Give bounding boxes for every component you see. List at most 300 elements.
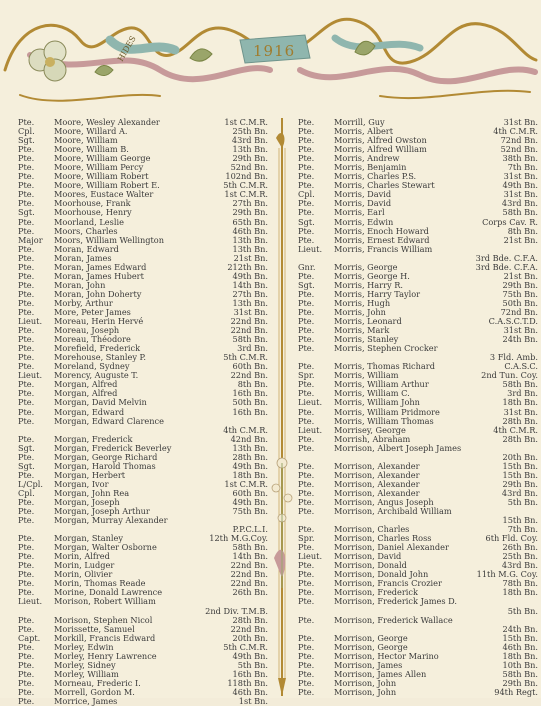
soldier-name: Moran, James Edward xyxy=(54,261,147,272)
unit: 22nd Bn. xyxy=(230,370,268,381)
rank: Pte. xyxy=(18,225,35,236)
unit: 118th Bn. xyxy=(227,677,268,688)
rank: Pte. xyxy=(298,288,315,299)
rank: Pte. xyxy=(298,641,315,652)
rank: Pte. xyxy=(298,379,315,390)
unit: 21st Bn. xyxy=(503,270,538,281)
rank: Pte. xyxy=(18,162,35,173)
rank: Pte. xyxy=(18,659,35,670)
soldier-name: Moore, William George xyxy=(54,153,151,164)
unit: 43rd Bn. xyxy=(231,135,268,146)
unit: 5th Bn. xyxy=(507,496,538,507)
rank: Pte. xyxy=(18,180,35,191)
soldier-name: Morris, William Pridmore xyxy=(334,406,440,417)
unit: 12th M.G.Coy. xyxy=(209,533,268,544)
soldier-name: Morine, Donald Lawrence xyxy=(54,587,163,598)
rank: Pte. xyxy=(18,279,35,290)
roll-entry xyxy=(18,516,268,525)
rank: Pte. xyxy=(18,306,35,317)
soldier-name: Morris, Stanley xyxy=(334,334,399,345)
unit: 3 Fld. Amb. xyxy=(489,352,538,363)
rank: Pte. xyxy=(18,677,35,688)
unit: 43rd Bn. xyxy=(501,198,538,209)
unit: 11th M.G. Coy. xyxy=(476,569,538,580)
rank: Pte. xyxy=(18,415,35,426)
unit: C.A.S.C. xyxy=(504,361,538,372)
soldier-name: Morrison, James xyxy=(334,659,403,670)
unit: 18th Bn. xyxy=(502,650,538,661)
unit: 13th Bn. xyxy=(232,234,268,245)
soldier-name: Morgan, Alfred xyxy=(54,388,118,399)
rank: Lieut. xyxy=(298,397,323,408)
rank: Pte. xyxy=(18,352,35,363)
soldier-name: Morrice, James xyxy=(54,696,118,706)
rank: Pte. xyxy=(298,162,315,173)
rank: Pte. xyxy=(298,578,315,589)
soldier-name: Morris, Hugh xyxy=(334,297,391,308)
rank: Pte. xyxy=(298,506,315,517)
unit: 25th Bn. xyxy=(232,126,268,137)
rank: Sgt. xyxy=(18,135,35,146)
soldier-name: Morris, William xyxy=(334,370,399,381)
unit: 15th Bn. xyxy=(502,515,538,526)
soldier-name: Morrison, John xyxy=(334,677,397,688)
unit: 4th C.M.R. xyxy=(223,424,268,435)
unit: 1st C.M.R. xyxy=(224,189,268,200)
rank: Pte. xyxy=(298,325,315,336)
soldier-name: Morrison, George xyxy=(334,641,408,652)
rank: Pte. xyxy=(18,406,35,417)
unit: 13th Bn. xyxy=(232,243,268,254)
soldier-name: Morris, William Thomas xyxy=(334,415,434,426)
decorative-header-banner xyxy=(0,0,541,118)
rank: Pte. xyxy=(18,198,35,209)
roll-entry xyxy=(298,507,538,516)
rank: Pte. xyxy=(18,252,35,263)
soldier-name: Morris, Stephen Crocker xyxy=(334,343,438,354)
rank: Lieut. xyxy=(298,243,323,254)
soldier-name: Moors, William Wellington xyxy=(54,234,165,245)
soldier-name: Morrison, Donald xyxy=(334,560,407,571)
rank: Pte. xyxy=(18,288,35,299)
unit: 22nd Bn. xyxy=(230,560,268,571)
rank: Sgt. xyxy=(298,279,315,290)
rank: Pte. xyxy=(18,216,35,227)
rank: Pte. xyxy=(18,297,35,308)
unit: 58th Bn. xyxy=(502,379,538,390)
soldier-name: Morrison, Daniel Alexander xyxy=(334,542,449,553)
soldier-name: Moore, William Robert xyxy=(54,171,149,182)
soldier-name: Morley, William xyxy=(54,668,119,679)
soldier-name: Morris, George xyxy=(334,261,398,272)
unit: 28th Bn. xyxy=(232,451,268,462)
unit: 5th Bn. xyxy=(507,605,538,616)
soldier-name: Morrison, John xyxy=(334,686,397,697)
unit: 16th Bn. xyxy=(232,406,268,417)
unit: 75th Bn. xyxy=(502,288,538,299)
flower-spray-icon xyxy=(272,458,292,588)
soldier-name: Morris, Francis William xyxy=(334,243,433,254)
unit: 7th Bn. xyxy=(507,162,538,173)
soldier-name: Moreland, Sydney xyxy=(54,361,130,372)
rank: Spr. xyxy=(298,370,315,381)
unit: 24th Bn. xyxy=(502,334,538,345)
soldier-name: Morris, Leonard xyxy=(334,316,402,327)
unit: 21st Bn. xyxy=(503,234,538,245)
unit: 5th C.M.R. xyxy=(223,180,268,191)
soldier-name: Morgan, Ivor xyxy=(54,478,109,489)
unit: 15th Bn. xyxy=(502,469,538,480)
soldier-name: Morison, Robert William xyxy=(54,596,156,607)
rank: Sgt. xyxy=(18,442,35,453)
rank: Pte. xyxy=(18,469,35,480)
unit: 75th Bn. xyxy=(232,506,268,517)
soldier-name: Moran, James Hubert xyxy=(54,270,144,281)
rank: Pte. xyxy=(18,569,35,580)
rank: Pte. xyxy=(298,297,315,308)
rank: Pte. xyxy=(18,144,35,155)
soldier-name: Morris, William C. xyxy=(334,388,410,399)
unit: 58th Bn. xyxy=(232,542,268,553)
rank: Pte. xyxy=(298,334,315,345)
rank: Pte. xyxy=(298,270,315,281)
unit: 52nd Bn. xyxy=(230,162,268,173)
rank: Pte. xyxy=(298,234,315,245)
roll-entry xyxy=(298,597,538,606)
rank: Pte. xyxy=(18,542,35,553)
rank: Pte. xyxy=(298,596,315,607)
rank: Pte. xyxy=(18,433,35,444)
soldier-name: Morris, Charles P.S. xyxy=(334,171,417,182)
unit: 15th Bn. xyxy=(502,460,538,471)
soldier-name: Moran, James xyxy=(54,252,112,263)
soldier-name: Morrison, Alexander xyxy=(334,469,420,480)
soldier-name: Morris, Harry R. xyxy=(334,279,404,290)
unit: 14th Bn. xyxy=(232,279,268,290)
unit: 78th Bn. xyxy=(502,578,538,589)
unit: 49th Bn. xyxy=(232,650,268,661)
soldier-name: Moorhouse, Henry xyxy=(54,207,132,218)
rank: Lieut. xyxy=(18,370,43,381)
left-column xyxy=(18,118,268,706)
unit: 31st Bn. xyxy=(503,171,538,182)
rank: Pte. xyxy=(298,306,315,317)
unit: 46th Bn. xyxy=(502,641,538,652)
soldier-name: Morris, Harry Taylor xyxy=(334,288,421,299)
unit: 72nd Bn. xyxy=(500,135,538,146)
unit: 46th Bn. xyxy=(232,686,268,697)
unit: 49th Bn. xyxy=(232,460,268,471)
unit: 5th C.M.R. xyxy=(223,352,268,363)
soldier-name: Morrison, Francis Crozier xyxy=(334,578,442,589)
soldier-name: Morrison, Hector Marino xyxy=(334,650,439,661)
soldier-name: Morison, Stephen Nicol xyxy=(54,614,153,625)
rank: Cpl. xyxy=(18,487,35,498)
unit: 14th Bn. xyxy=(232,551,268,562)
soldier-name: Moore, William xyxy=(54,135,118,146)
rank: Pte. xyxy=(18,451,35,462)
unit: 20th Bn. xyxy=(502,451,538,462)
soldier-name: Morrison, Angus Joseph xyxy=(334,496,434,507)
unit: P.P.C.L.I. xyxy=(232,524,268,535)
soldier-name: Moreau, Théodore xyxy=(54,334,131,345)
unit: 5th C.M.R. xyxy=(223,641,268,652)
unit: 29th Bn. xyxy=(502,279,538,290)
soldier-name: Morrish, Abraham xyxy=(334,433,411,444)
rank: Pte. xyxy=(18,388,35,399)
rank: Pte. xyxy=(18,515,35,526)
unit: 38th Bn. xyxy=(502,153,538,164)
soldier-name: Moore, William Percy xyxy=(54,162,144,173)
unit: 50th Bn. xyxy=(232,397,268,408)
soldier-name: Morency, Auguste T. xyxy=(54,370,139,381)
soldier-name: Moreau, Herin Hervé xyxy=(54,316,144,327)
roll-entry xyxy=(18,697,268,706)
rank: Capt. xyxy=(18,632,41,643)
unit: 22nd Bn. xyxy=(230,623,268,634)
roll-entry xyxy=(298,616,538,625)
soldier-name: Morgan, Edward Clarence xyxy=(54,415,164,426)
soldier-name: Morrison, Albert Joseph James xyxy=(334,442,462,453)
unit: 212th Bn. xyxy=(227,261,268,272)
rank: Pte. xyxy=(298,135,315,146)
rank: Pte. xyxy=(18,361,35,372)
rank: Pte. xyxy=(18,325,35,336)
rank: Pte. xyxy=(298,460,315,471)
unit: 24th Bn. xyxy=(502,623,538,634)
soldier-name: Morley, Henry Lawrence xyxy=(54,650,157,661)
soldier-name: Morgan, John Rea xyxy=(54,487,130,498)
unit: 8th Bn. xyxy=(507,225,538,236)
soldier-name: Morin, Thomas Reade xyxy=(54,578,146,589)
soldier-name: Morris, Albert xyxy=(334,126,393,137)
rank: Pte. xyxy=(18,506,35,517)
unit: 6th Fld. Coy. xyxy=(485,533,538,544)
unit: 31st Bn. xyxy=(233,306,268,317)
soldier-name: Morrison, George xyxy=(334,632,408,643)
rank: Pte. xyxy=(298,524,315,535)
unit: 60th Bn. xyxy=(232,361,268,372)
unit: 26th Bn. xyxy=(502,542,538,553)
rank: Pte. xyxy=(298,668,315,679)
unit: 52nd Bn. xyxy=(500,144,538,155)
rank: Pte. xyxy=(18,650,35,661)
unit: 1st C.M.R. xyxy=(224,117,268,127)
rank: Pte. xyxy=(18,270,35,281)
unit: 49th Bn. xyxy=(232,496,268,507)
unit: 28th Bn. xyxy=(232,614,268,625)
unit: 2nd Div. T.M.B. xyxy=(205,605,268,616)
rank: Pte. xyxy=(18,189,35,200)
unit: 29th Bn. xyxy=(232,207,268,218)
unit: 8th Bn. xyxy=(237,379,268,390)
soldier-name: Morrison, Frederick Wallace xyxy=(334,614,453,625)
rank: Pte. xyxy=(18,243,35,254)
soldier-name: Morris, George H. xyxy=(334,270,410,281)
rank: Lieut. xyxy=(298,551,323,562)
rank: Gnr. xyxy=(298,261,316,272)
soldier-name: Moore, William Robert E. xyxy=(54,180,160,191)
rank: Pte. xyxy=(298,225,315,236)
rank: Pte. xyxy=(18,623,35,634)
soldier-name: Morrison, David xyxy=(334,551,402,562)
soldier-name: Moran, John xyxy=(54,279,106,290)
rank: Pte. xyxy=(18,551,35,562)
soldier-name: Moors, Charles xyxy=(54,225,118,236)
soldier-name: Morrill, Guy xyxy=(334,117,385,127)
unit: 10th Bn. xyxy=(502,659,538,670)
unit: 15th Bn. xyxy=(502,632,538,643)
unit: 50th Bn. xyxy=(502,297,538,308)
rank: Lieut. xyxy=(298,424,323,435)
soldier-name: Morgan, Stanley xyxy=(54,533,123,544)
soldier-name: Moore, Wesley Alexander xyxy=(54,117,160,127)
soldier-name: Moran, Edward xyxy=(54,243,119,254)
rank: Pte. xyxy=(298,207,315,218)
rank: Pte. xyxy=(18,343,35,354)
rank: Pte. xyxy=(298,614,315,625)
soldier-name: Morgan, Harold Thomas xyxy=(54,460,156,471)
rank: Cpl. xyxy=(298,189,315,200)
unit: 27th Bn. xyxy=(232,288,268,299)
shamrock-icon xyxy=(29,41,66,81)
rank: Pte. xyxy=(298,117,315,127)
rank: Pte. xyxy=(18,533,35,544)
soldier-name: Morris, Thomas Richard xyxy=(334,361,435,372)
rank: Pte. xyxy=(18,578,35,589)
rank: Sgt. xyxy=(18,460,35,471)
soldier-name: Moore, William B. xyxy=(54,144,129,155)
unit: 2nd Tun. Coy. xyxy=(481,370,538,381)
rank: Lieut. xyxy=(18,596,43,607)
right-column xyxy=(298,118,538,697)
unit: 58th Bn. xyxy=(502,668,538,679)
rank: Pte. xyxy=(18,496,35,507)
rank: Pte. xyxy=(18,560,35,571)
unit: Corps Cav. R. xyxy=(482,216,538,227)
soldier-name: Morris, David xyxy=(334,189,392,200)
rank: Pte. xyxy=(298,487,315,498)
rank: Pte. xyxy=(298,442,315,453)
soldier-name: Moorland, Leslie xyxy=(54,216,124,227)
rank: Pte. xyxy=(18,379,35,390)
rank: Pte. xyxy=(298,560,315,571)
soldier-name: Morris, Charles Stewart xyxy=(334,180,435,191)
soldier-name: Morrison, Archibald William xyxy=(334,506,452,517)
soldier-name: Morrison, Charles Ross xyxy=(334,533,432,544)
rank: Sgt. xyxy=(298,216,315,227)
soldier-name: Morris, Andrew xyxy=(334,153,400,164)
rank: Pte. xyxy=(18,397,35,408)
unit: 3rd Bn. xyxy=(507,388,538,399)
unit: 29th Bn. xyxy=(502,478,538,489)
unit: 3rd Bn. xyxy=(237,343,268,354)
rank: Pte. xyxy=(18,668,35,679)
soldier-name: Morrell, Gordon M. xyxy=(54,686,135,697)
soldier-name: Morris, Earl xyxy=(334,207,385,218)
rank: Pte. xyxy=(18,261,35,272)
unit: 49th Bn. xyxy=(232,270,268,281)
ornamental-divider xyxy=(270,118,294,696)
unit: 16th Bn. xyxy=(232,668,268,679)
soldier-name: Morgan, Walter Osborne xyxy=(54,542,157,553)
soldier-name: Morris, Mark xyxy=(334,325,390,336)
unit: 49th Bn. xyxy=(502,180,538,191)
soldier-name: Morrison, Donald John xyxy=(334,569,429,580)
soldier-name: Morris, Edwin xyxy=(334,216,394,227)
soldier-name: Morefield, Frederick xyxy=(54,343,141,354)
soldier-name: Morris, Benjamin xyxy=(334,162,407,173)
rank: Pte. xyxy=(298,406,315,417)
rank: Pte. xyxy=(298,180,315,191)
soldier-name: Morgan, Murray Alexander xyxy=(54,515,168,526)
rank: Pte. xyxy=(298,126,315,137)
soldier-name: Morrison, James Allen xyxy=(334,668,427,679)
soldier-name: Moreau, Joseph xyxy=(54,325,120,336)
rank: Pte. xyxy=(298,343,315,354)
rank: Pte. xyxy=(18,614,35,625)
unit: 5th Bn. xyxy=(237,659,268,670)
unit: 13th Bn. xyxy=(232,297,268,308)
soldier-name: Morgan, Joseph xyxy=(54,496,120,507)
rank: Pte. xyxy=(298,433,315,444)
rank: Pte. xyxy=(298,650,315,661)
soldier-name: Morissette, Samuel xyxy=(54,623,135,634)
rank: Pte. xyxy=(298,587,315,598)
unit: 1st Bn. xyxy=(238,696,268,706)
soldier-name: Moran, John Doherty xyxy=(54,288,142,299)
unit: 29th Bn. xyxy=(232,153,268,164)
rank: Pte. xyxy=(298,144,315,155)
soldier-name: Morkill, Francis Edward xyxy=(54,632,156,643)
unit: 13th Bn. xyxy=(232,442,268,453)
rank: Pte. xyxy=(298,316,315,327)
unit: 72nd Bn. xyxy=(500,306,538,317)
rank: Pte. xyxy=(18,153,35,164)
rank: Lieut. xyxy=(18,316,43,327)
soldier-name: Morris, Alfred Owston xyxy=(334,135,427,146)
soldier-name: Moores, Eustace Walter xyxy=(54,189,154,200)
soldier-name: Morrison, Alexander xyxy=(334,487,420,498)
soldier-name: Morin, Alfred xyxy=(54,551,110,562)
unit: 31st Bn. xyxy=(503,406,538,417)
rank: Pte. xyxy=(298,478,315,489)
unit: 31st Bn. xyxy=(503,117,538,127)
rank: Pte. xyxy=(298,496,315,507)
rank: Pte. xyxy=(18,171,35,182)
unit: 58th Bn. xyxy=(502,207,538,218)
rank: Pte. xyxy=(298,686,315,697)
unit: 20th Bn. xyxy=(232,632,268,643)
soldier-name: Moore, Willard A. xyxy=(54,126,128,137)
soldier-name: Morris, David xyxy=(334,198,392,209)
rank: Pte. xyxy=(18,696,35,706)
soldier-name: Morris, Ernest Edward xyxy=(334,234,430,245)
rank: Pte. xyxy=(298,469,315,480)
rank: Pte. xyxy=(18,641,35,652)
soldier-name: Morley, Edwin xyxy=(54,641,114,652)
rank: Pte. xyxy=(298,153,315,164)
soldier-name: Morris, William Arthur xyxy=(334,379,429,390)
unit: 27th Bn. xyxy=(232,198,268,209)
unit: 13th Bn. xyxy=(232,144,268,155)
soldier-name: Morin, Ludger xyxy=(54,560,115,571)
scroll-text: HIDES xyxy=(115,34,138,63)
rank: Sgt. xyxy=(18,207,35,218)
unit: 43rd Bn. xyxy=(501,487,538,498)
unit: 102nd Bn. xyxy=(225,171,268,182)
unit: 43rd Bn. xyxy=(501,560,538,571)
